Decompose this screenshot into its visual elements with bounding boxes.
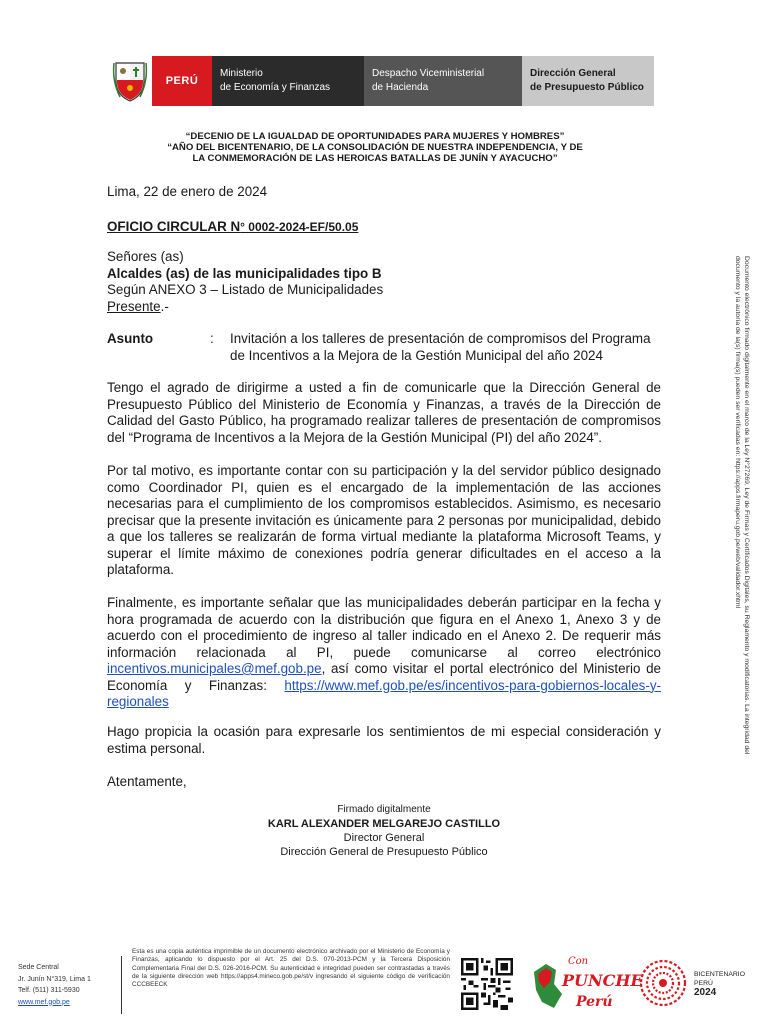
salutation: Señores (as) (107, 249, 184, 264)
ministry-line-1: Ministerio (220, 68, 263, 79)
despacho-block (364, 56, 522, 106)
email-link[interactable]: incentivos.municipales@mef.gob.pe (107, 661, 322, 676)
bicentenario-year: 2024 (694, 986, 717, 998)
footer-authenticity-note: Esta es una copia auténtica imprimible de un documento electrónico archivado por el Ministerio de Economía y Finanzas, aplicando lo dispuesto por el Art. 25 del D.S. 070-2013-PCM y la Tercera Disposición Complementaria Final del D.S. 026-2016-PCM. Su autenticidad e integridad pueden ser contrastadas a través de la siguiente dirección web https://apps4.mineco.gob.pe/st/v ingresando el siguiente código de verificación CCCBEECK (132, 948, 450, 989)
mef-portal-link[interactable]: https://www.mef.gob.pe/es/incentivos-para-gobiernos-locales-y-regionales (107, 677, 661, 709)
presente: Presente (107, 298, 161, 314)
digital-signature-note (725, 256, 755, 766)
decenio-line-1: “DECENIO DE LA IGUALDAD DE OPORTUNIDADES PARA MUJERES Y HOMBRES” (185, 131, 565, 142)
asunto-text: Invitación a los talleres de presentación de compromisos del Programa de Incentivos a la Mejora de la Gestión Municipal del año 2024 (230, 331, 651, 363)
punche-peru-text: Perú (576, 994, 613, 1010)
bicentenario-logo (638, 955, 750, 1011)
asunto-colon: : (210, 331, 214, 346)
signed-digitally: Firmado digitalmente (337, 804, 431, 815)
presente-suffix: .- (160, 298, 169, 314)
signature-block (200, 803, 568, 859)
punche-con-text: Con (568, 956, 589, 967)
con-punche-peru-logo (524, 950, 643, 1016)
institutional-header (108, 56, 654, 106)
bicentenario-line-2: PERÚ (694, 979, 713, 987)
signer-name: KARL ALEXANDER MELGAREJO CASTILLO (267, 818, 501, 830)
despacho-line-2: de Hacienda (372, 82, 429, 93)
oficio-number (107, 219, 661, 236)
footer-website-link[interactable]: www.mef.gob.pe (18, 998, 70, 1006)
paragraph-3-text-a: Finalmente, es importante señalar que las municipalidades deberán participar en la fecha y hora programada de acuerdo con la distribución que figura en el Anexo 1, Anexo 3 y de acuerdo con el procedimiento de ingreso al taller indicado en el Anexo 2. De requerir más información relacionada al PI, puede comunicarse al correo electrónico (107, 595, 661, 660)
peru-label (152, 56, 212, 106)
paragraph-3 (107, 595, 661, 711)
recipients-block (107, 249, 661, 315)
bicentenario-text (694, 970, 745, 997)
decenio-line-3: LA CONMEMORACIÓN DE LAS HEROICAS BATALLAS DE JUNÍN Y AYACUCHO” (192, 153, 558, 164)
punche-main-text: PUNCHE (562, 971, 643, 990)
paragraph-2: Por tal motivo, es importante contar con su participación y la del servidor público designado como Coordinador PI, quien es el encargado de la implementación de las acciones necesarias para el cumplimiento de los compromisos establecidos. Asimismo, es necesario precisar que la presente invitación es únicamente para 2 personas por municipalidad, debido a que los talleres se realizarán de forma virtual mediante la plataforma Microsoft Teams, y superar el límite máximo de conexiones podría generar dificultades en el acceso a la plataforma. (107, 463, 661, 577)
presente-line (107, 299, 661, 316)
paragraph-3-text-b: , así como visitar el portal electrónico del Ministerio de Economía y Finanzas: (107, 661, 661, 693)
peru-text: PERÚ (165, 75, 199, 87)
footer-sede: Sede Central (18, 964, 59, 971)
bicentenario-emblem-icon (638, 958, 688, 1008)
footer-street: Jr. Junín N°319, Lima 1 (18, 975, 91, 983)
ministry-block (212, 56, 364, 106)
asunto-row (107, 330, 661, 364)
ministry-line-2: de Economía y Finanzas (220, 82, 331, 93)
anexo-reference: Según ANEXO 3 – Listado de Municipalidades (107, 282, 384, 297)
decenio-line-2: “AÑO DEL BICENTENARIO, DE LA CONSOLIDACIÓN DE NUESTRA INDEPENDENCIA, Y DE (167, 142, 583, 153)
oficio-prefix: OFICIO CIRCULAR N (107, 219, 241, 234)
recipients: Alcaldes (as) de las municipalidades tipo B (107, 265, 382, 281)
oficio-code: ° 0002-2024-EF/50.05 (240, 220, 359, 234)
footer-address (18, 962, 118, 1008)
footer-phone: Telf. (511) 311-5930 (18, 987, 80, 994)
direccion-line-2: de Presupuesto Público (530, 82, 644, 93)
letter-date: Lima, 22 de enero de 2024 (107, 184, 268, 199)
direccion-block (522, 56, 654, 106)
qr-code-icon (461, 958, 513, 1010)
signer-office: Dirección General de Presupuesto Público (280, 846, 488, 858)
direccion-line-1: Dirección General (530, 68, 616, 79)
peru-coat-of-arms-icon (108, 56, 152, 106)
digital-signature-note-text: Documento electrónico firmado digitalmente en el marco de la Ley N°27269, Ley de Firmas y Certificados Digitales, su Reglamento y modificatorias. La integridad del documento y la autoría de la(s) firma(s) pueden ser verificadas en: https://apps.firmaperu.gob.pe/web/validador.xhtml (734, 256, 750, 755)
paragraph-4: Hago propicia la ocasión para expresarle los sentimientos de mi especial consideración y estima personal. (107, 724, 661, 756)
signer-title: Director General (343, 832, 425, 844)
closing: Atentamente, (107, 774, 187, 789)
decenio-heading (140, 131, 610, 164)
bicentenario-line-1: BICENTENARIO (694, 970, 745, 978)
paragraph-1: Tengo el agrado de dirigirme a usted a fin de comunicarle que la Dirección General de Presupuesto Público del Ministerio de Economía y Finanzas, a través de la Dirección de Calidad del Gasto Público, ha programado realizar talleres de presentación de compromisos del “Programa de Incentivos a la Mejora de la Gestión Municipal (PI) del año 2024”. (107, 380, 661, 445)
despacho-line-1: Despacho Viceministerial (372, 68, 485, 79)
asunto-label: Asunto (107, 331, 154, 346)
footer-divider (121, 956, 122, 1014)
